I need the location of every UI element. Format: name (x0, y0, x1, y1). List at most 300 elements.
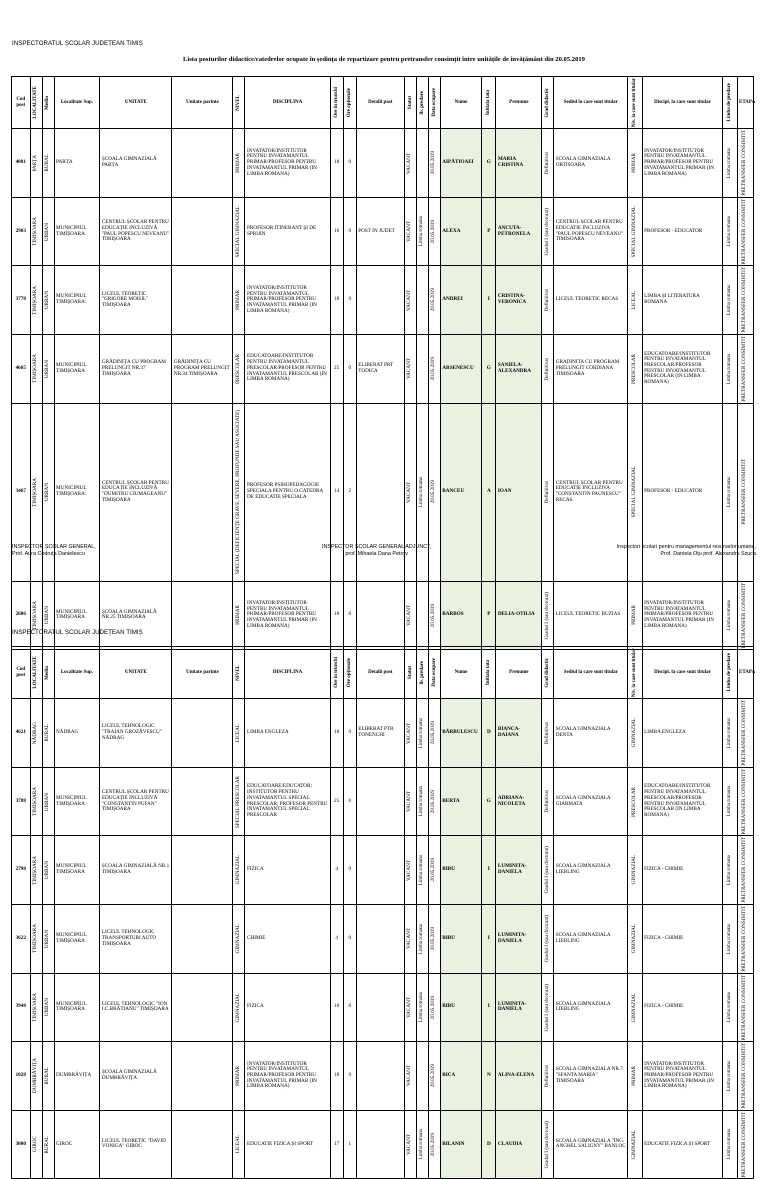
cell-data (428, 767, 440, 836)
cell-ore-opt (343, 973, 356, 1042)
cell-value: GRADINITA CU PROGRAM PRELUNGIT CORDIANA TIMISOARA (555, 359, 620, 377)
cell-value: 20.05.2019 (430, 721, 437, 745)
cell-value: VACANT (406, 289, 413, 311)
cell-nivel (233, 129, 245, 198)
table-row (12, 836, 754, 905)
cell-value: VACANT (406, 722, 413, 744)
cell-unitate (100, 334, 172, 403)
cell-value: Limba romana (726, 717, 733, 749)
column-header-label: Detalii post (368, 99, 393, 105)
cell-value: 0 (348, 1072, 352, 1079)
cell-nivel (233, 1042, 245, 1111)
cell-disciplina (245, 334, 330, 403)
column-header-label: LOCALITATE (33, 86, 39, 119)
cell-grad (542, 699, 554, 768)
cell-sediu (554, 699, 628, 768)
column-header-initiala (482, 647, 496, 699)
cell-nume (440, 973, 481, 1042)
cell-prenume (496, 767, 542, 836)
cell-value: DELIA-OTILIA (497, 611, 535, 618)
cell-value: Limba romana (726, 284, 733, 316)
cell-value: CRISTINA-VERONICA (497, 293, 527, 306)
cell-localitate (30, 129, 42, 198)
cell-disc-tit (642, 334, 723, 403)
cell-value: URBAN (44, 482, 51, 502)
cell-value: PROFESOR - EDUCATOR (644, 227, 703, 234)
cell-value: A (486, 488, 491, 495)
cell-etapa (737, 1110, 754, 1179)
cell-value: NĂDRAG (32, 721, 39, 745)
column-header-data (428, 77, 440, 129)
cell-value: Gradul I (sau doctorat) (543, 846, 550, 894)
cell-disciplina (245, 904, 330, 973)
cell-parinte (172, 836, 233, 905)
posts-table-continued (11, 646, 754, 1179)
cell-disc-tit (642, 581, 723, 650)
cell-ore-trunchi (330, 1110, 343, 1179)
cell-disciplina (245, 699, 330, 768)
cell-value: VACANT (406, 152, 413, 174)
cell-value: 18 (334, 159, 340, 166)
cell-value: SCOALA GIMNAZIALA LIEBLING (555, 863, 611, 876)
cell-value: Limba romana (418, 1129, 425, 1160)
cell-value: Limba romana (726, 854, 733, 886)
column-header-parinte (172, 647, 233, 699)
cell-niv-tit (628, 197, 642, 266)
cell-grad (542, 836, 554, 905)
cell-value: BERTA (442, 797, 460, 804)
cell-disc-tit (642, 266, 723, 335)
cell-etapa (737, 1042, 754, 1111)
cell-initiala (482, 836, 496, 905)
cell-disc-tit (642, 1110, 723, 1179)
cell-unitate (100, 403, 172, 581)
cell-value: URBAN (44, 998, 51, 1017)
cell-detalii (356, 767, 404, 836)
cell-mediu (42, 1042, 54, 1111)
cell-value: P (487, 611, 491, 618)
column-header-label: Statut (407, 96, 413, 110)
column-header-etapa (737, 77, 754, 129)
cell-value: GIMNAZIAL (631, 855, 638, 885)
table-row (12, 197, 754, 266)
cell-value: D (486, 1140, 491, 1147)
cell-value: FIZICA - CHIMIE (644, 1003, 684, 1010)
cell-value: N (486, 1072, 491, 1079)
cell-value: URBAN (44, 291, 51, 310)
cell-grad (542, 767, 554, 836)
cell-loc-sup (54, 767, 100, 836)
cell-data (428, 1042, 440, 1111)
cell-value: 18 (334, 611, 340, 618)
cell-initiala (482, 266, 496, 335)
cell-value: 0 (348, 934, 352, 941)
cell-value: PRETRANSFER CONSIMTIT (741, 700, 748, 766)
cell-value: VACANT (406, 928, 413, 950)
cell-value: I (487, 1003, 490, 1010)
cell-limba (416, 836, 428, 905)
cell-value: CLAUDIA (497, 1140, 523, 1147)
cell-value: Definitivat (543, 357, 550, 380)
column-header-ore-opt (343, 647, 356, 699)
cell-value: ALINA-ELENA (497, 1072, 535, 1079)
cell-prenume (496, 973, 542, 1042)
cell-parinte (172, 699, 233, 768)
cell-localitate (30, 973, 42, 1042)
column-header-label: UNITATE (124, 99, 147, 105)
cell-statut (404, 1110, 416, 1179)
column-header-localitate (30, 77, 42, 129)
cell-disc-tit (642, 973, 723, 1042)
cell-localitate (30, 1110, 42, 1179)
cell-localitate (30, 699, 42, 768)
cell-cod (12, 904, 31, 973)
column-header-label: Discipl. la care sunt titular (654, 669, 711, 675)
cell-unitate (100, 836, 172, 905)
cell-value: SCOALA GIMNAZIALA ORTISOARA (555, 156, 611, 168)
column-header-label: Limba de predare (727, 83, 733, 122)
cell-detalii (356, 1110, 404, 1179)
table-row (12, 334, 754, 403)
cell-etapa (737, 334, 754, 403)
cell-value: I (487, 934, 490, 941)
cell-value: LICEUL TEORETIC "GRIGORE MOISIL" TIMIȘOARA (101, 290, 149, 309)
column-header-label: Data ocupare (431, 658, 437, 687)
cell-value: PRIMAR (235, 605, 242, 626)
cell-value: 18 (334, 729, 340, 736)
cell-value: GIROC (32, 1136, 39, 1153)
cell-value: 25 (334, 797, 340, 804)
cell-initiala (482, 699, 496, 768)
cell-value: PRETRANSFER CONSIMTIT (741, 267, 748, 333)
cell-value: 2903 (15, 227, 26, 234)
posts-table (11, 76, 754, 650)
cell-value: 1 (348, 1140, 352, 1147)
column-header-label: Nume (454, 669, 468, 675)
cell-value: FIZICA (246, 1003, 264, 1010)
cell-ore-opt (343, 1042, 356, 1111)
cell-loc-sup (54, 904, 100, 973)
cell-value: PRETRANSFER CONSIMTIT (741, 335, 748, 402)
cell-value: 4621 (15, 729, 26, 736)
cell-prenume (496, 403, 542, 581)
cell-value: MUNICIPIUL TIMIȘOARA (56, 932, 87, 944)
cell-grad (542, 904, 554, 973)
cell-value: VACANT (406, 996, 413, 1018)
cell-value: PRETRANSFER CONSIMTIT (741, 582, 748, 649)
cell-sediu (554, 129, 628, 198)
cell-limba (416, 581, 428, 650)
cell-ore-opt (343, 129, 356, 198)
cell-value: SPECIAL PRESCOLAR (235, 775, 242, 828)
cell-ore-opt (343, 1110, 356, 1179)
column-header-nivel (233, 647, 245, 699)
cell-value: ANCUTA-PETRONELA (497, 224, 531, 237)
column-header-data (428, 647, 440, 699)
cell-value: GIMNAZIAL (235, 992, 242, 1023)
cell-value: 4 (335, 934, 338, 941)
cell-value: VACANT (406, 604, 413, 626)
table-row (12, 699, 754, 768)
column-header-detalii (356, 77, 404, 129)
cell-statut (404, 197, 416, 266)
cell-value: GRĂDINIȚA CU PROGRAM PRELUNGIT NR.34 TIMIȘOARA (173, 359, 230, 377)
cell-cod (12, 973, 31, 1042)
column-header-loc-sup (54, 77, 100, 129)
cell-ore-trunchi (330, 581, 343, 650)
cell-parinte (172, 266, 233, 335)
cell-value: VACANT (406, 481, 413, 503)
cell-parinte (172, 334, 233, 403)
cell-mediu (42, 129, 54, 198)
cell-niv-tit (628, 904, 642, 973)
cell-disciplina (245, 973, 330, 1042)
cell-localitate (30, 334, 42, 403)
cell-value: INVATATOR/INSTITUTOR PENTRU INVATAMANTUL PRIMAR/PROFESOR PENTRU INVATAMANTUL PRIMAR (IN LIMBA ROMANA) (644, 1060, 714, 1090)
cell-prenume (496, 699, 542, 768)
cell-niv-tit (628, 767, 642, 836)
cell-nivel (233, 699, 245, 768)
cell-value: BIBU (442, 1003, 455, 1010)
cell-value: Limba romana (726, 600, 733, 631)
column-header-niv-tit (628, 647, 642, 699)
cell-niv-tit (628, 973, 642, 1042)
cell-grad (542, 581, 554, 650)
column-header-label: Limba de predare (727, 653, 733, 692)
cell-value: CENTRUL SCOLAR PENTRU EDUCATIE INCLUZIVA "PAUL POPESCU NEVEANU" TIMISOARA (555, 219, 624, 243)
cell-value: LICEAL (235, 723, 242, 743)
cell-ore-trunchi (330, 699, 343, 768)
cell-value: PRETRANSFER CONSIMTIT (741, 905, 748, 972)
cell-initiala (482, 973, 496, 1042)
column-header-prenume (496, 647, 542, 699)
cell-prenume (496, 836, 542, 905)
cell-value: 20.05.2019 (430, 789, 437, 814)
cell-value: 3000 (15, 1140, 26, 1147)
cell-grad (542, 973, 554, 1042)
cell-limba-tit (723, 767, 737, 836)
column-header-limba-tit (723, 77, 737, 129)
cell-mediu (42, 904, 54, 973)
cell-value: DUMBRĂVIȚA (56, 1072, 92, 1079)
cell-value: PRIMAR (235, 153, 242, 173)
cell-value: EDUCATOARE/INSTITUTOR PENTRU INVATAMANTUL PRESCOLAR/PROFESOR PENTRU INVATAMANTUL PRESCOLAR (IN LIMBA ROMANA) (644, 350, 711, 386)
cell-loc-sup (54, 1042, 100, 1111)
cell-etapa (737, 699, 754, 768)
cell-value: CENTRUL SCOLAR PENTRU EDUCATIE INCLUZIVA "CONSTANTIN PAUNESCU" RECAS (555, 479, 623, 503)
cell-value: LICEAL (235, 1135, 242, 1154)
cell-value: TIMIȘOARA (32, 477, 39, 507)
column-header-label: Cod post (16, 97, 26, 108)
cell-value: MUNICIPIUL TIMIȘOARA (56, 362, 87, 374)
cell-etapa (737, 836, 754, 905)
cell-ore-opt (343, 266, 356, 335)
cell-sediu (554, 581, 628, 650)
cell-etapa (737, 266, 754, 335)
cell-etapa (737, 581, 754, 650)
cell-data (428, 581, 440, 650)
column-header-disc-tit (642, 77, 723, 129)
column-header-prenume (496, 77, 542, 129)
cell-value: Limba romana (418, 854, 425, 886)
cell-detalii (356, 699, 404, 768)
cell-prenume (496, 266, 542, 335)
cell-value: TIMIȘOARA (32, 217, 39, 246)
cell-value: SCOALA GIMNAZIALA NR.7 "SFANTA MARIA" TIMISOARA (555, 1066, 623, 1084)
cell-etapa (737, 904, 754, 973)
cell-ore-opt (343, 581, 356, 650)
cell-prenume (496, 197, 542, 266)
cell-detalii (356, 973, 404, 1042)
column-header-disc-tit (642, 647, 723, 699)
cell-value: BIBU (442, 866, 455, 873)
cell-value: LICEUL TEORETIC RECAS (555, 296, 619, 303)
column-header-label: Sediul la care sunt titular (563, 99, 618, 105)
cell-ore-trunchi (330, 197, 343, 266)
cell-limba (416, 266, 428, 335)
cell-nume (440, 836, 481, 905)
cell-unitate (100, 904, 172, 973)
cell-value: 0 (348, 227, 352, 234)
cell-etapa (737, 197, 754, 266)
cell-value: 4665 (15, 364, 26, 371)
cell-loc-sup (54, 973, 100, 1042)
cell-value: 20.05.2019 (430, 219, 437, 244)
cell-parinte (172, 767, 233, 836)
cell-value: MUNICIPIUL TIMIȘOARA (56, 293, 87, 306)
cell-ore-trunchi (330, 266, 343, 335)
cell-value: VACANT (406, 358, 413, 380)
cell-disc-tit (642, 699, 723, 768)
cell-cod (12, 129, 31, 198)
cell-limba-tit (723, 266, 737, 335)
cell-sediu (554, 973, 628, 1042)
cell-value: Limba romana (726, 147, 733, 179)
cell-nivel (233, 403, 245, 581)
cell-initiala (482, 767, 496, 836)
cell-prenume (496, 904, 542, 973)
cell-value: Limba romana (726, 786, 733, 817)
column-header-label: NIVEL (236, 664, 242, 681)
column-header-label: Localitate Sup. (60, 669, 94, 675)
column-header-niv-tit (628, 77, 642, 129)
cell-disc-tit (642, 129, 723, 198)
cell-value: ALEXA (442, 227, 461, 234)
cell-disciplina (245, 403, 330, 581)
cell-prenume (496, 1042, 542, 1111)
cell-ore-opt (343, 334, 356, 403)
cell-value: P (487, 227, 491, 234)
cell-value: 0 (348, 364, 352, 371)
cell-value: 0 (348, 866, 352, 873)
cell-data (428, 1110, 440, 1179)
cell-value: GIMNAZIAL (631, 924, 638, 954)
cell-localitate (30, 836, 42, 905)
cell-value: BICA (442, 1072, 456, 1079)
cell-value: PRETRANSFER CONSIMTIT (741, 768, 748, 835)
column-header-label: Grad didactic (544, 657, 550, 688)
cell-value: SCOALA GIMNAZIALA DENTA (555, 726, 611, 738)
cell-loc-sup (54, 197, 100, 266)
cell-value: CENTRUL ȘCOLAR PENTRU EDUCAȚIE INCLUZIVĂ "DUMITRU CIUMAGEANU" TIMIȘOARA (101, 479, 169, 503)
cell-value: URBAN (44, 222, 51, 241)
cell-value: BARBOS (442, 611, 464, 618)
column-header-label: Discipl. la care sunt titular (654, 99, 711, 105)
cell-sediu (554, 334, 628, 403)
cell-niv-tit (628, 581, 642, 650)
cell-parinte (172, 581, 233, 650)
cell-nume (440, 1110, 481, 1179)
cell-detalii (356, 129, 404, 198)
cell-ore-trunchi (330, 334, 343, 403)
cell-grad (542, 1042, 554, 1111)
cell-value: SPECIAL (DEFICIENȚE GRAVE, SEVERE, PROFUNDE SAU ASOCIATE) (235, 410, 242, 575)
cell-limba (416, 1042, 428, 1111)
column-header-label: Localitate Sup. (60, 99, 94, 105)
cell-disc-tit (642, 836, 723, 905)
cell-disc-tit (642, 904, 723, 973)
cell-value: ȘCOALA GIMNAZIALĂ PARȚA (101, 156, 157, 168)
column-header-sediu (554, 647, 628, 699)
cell-value: Limba romana (726, 923, 733, 954)
cell-nume (440, 1042, 481, 1111)
cell-value: 20.05.2019 (430, 603, 437, 627)
cell-value: SCOALA GIMNAZIALA LIEBLING (555, 1000, 611, 1013)
cell-parinte (172, 904, 233, 973)
cell-value: MUNICIPIUL TIMIȘOARA (56, 794, 87, 807)
column-header-label: Nume (454, 99, 468, 105)
cell-cod (12, 836, 31, 905)
cell-limba-tit (723, 197, 737, 266)
column-header-label: NIVEL (236, 94, 242, 111)
cell-nivel (233, 581, 245, 650)
cell-limba (416, 197, 428, 266)
cell-mediu (42, 197, 54, 266)
cell-value: CENTRUL ȘCOLAR PENTRU EDUCAȚIE INCLUZIVĂ "PAUL POPESCU NEVEANU" TIMIȘOARA (101, 219, 170, 243)
cell-value: LICEUL TEHNOLOGIC "ION I.C.BRĂTIANU" TIMIȘOARA (101, 1000, 169, 1013)
cell-value: RURAL (44, 154, 51, 172)
cell-initiala (482, 334, 496, 403)
cell-value: Definitivat (543, 1064, 550, 1088)
cell-nume (440, 767, 481, 836)
cell-limba-tit (723, 129, 737, 198)
cell-nivel (233, 767, 245, 836)
cell-value: SPECIAL GIMNAZIAL (631, 205, 638, 258)
signature-mid-name: prof. Mihaela Dana Petrov (345, 550, 408, 557)
column-header-label: DISCIPLINA (272, 669, 303, 675)
column-header-localitate (30, 647, 42, 699)
cell-nivel (233, 836, 245, 905)
cell-value: I (487, 866, 490, 873)
cell-parinte (172, 1042, 233, 1111)
cell-value: 20.05.2019 (430, 480, 437, 504)
cell-disc-tit (642, 197, 723, 266)
cell-value: PRETRANSFER CONSIMTIT (741, 974, 748, 1041)
cell-value: POST IN JUDET (358, 227, 395, 234)
cell-cod (12, 767, 31, 836)
cell-value: Limba romana (418, 216, 425, 247)
cell-value: Definitivat (543, 480, 550, 504)
cell-value: 2798 (15, 866, 26, 873)
cell-cod (12, 1110, 31, 1179)
cell-value: 17 (334, 1140, 340, 1147)
cell-parinte (172, 403, 233, 581)
cell-value: Limba romana (418, 786, 425, 817)
column-header-label: Niv. la care sunt titular (632, 78, 638, 128)
cell-statut (404, 767, 416, 836)
cell-value: 3467 (15, 488, 26, 495)
cell-value: G (486, 159, 491, 166)
